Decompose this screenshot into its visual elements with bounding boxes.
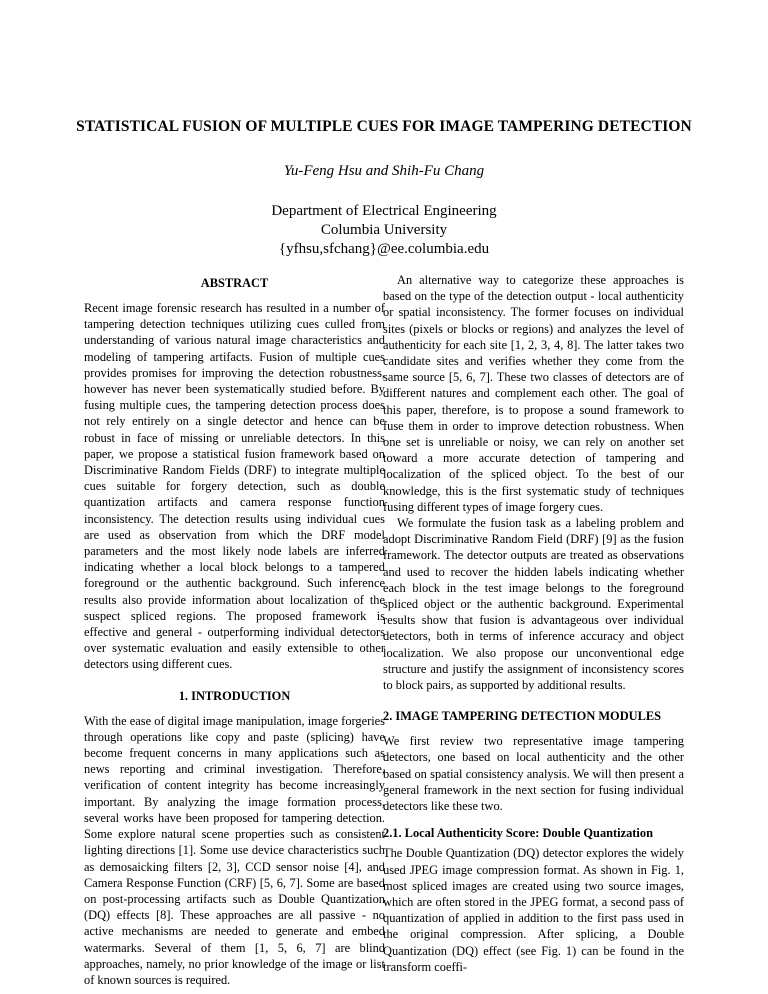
subsection-2-1-text: The Double Quantization (DQ) detector explores the widely used JPEG image compression format. As shown in Fig. 1, most spliced images are created using two source images, which are often stored in the JPEG format, a second pass of quantization of applied in addition to the first pass used in the original compression. After splicing, a Double Quantization (DQ) effect (see Fig. 1) can be found in the transform coeffi- <box>383 846 684 974</box>
right-paragraph-2: We formulate the fusion task as a labeling problem and adopt Discriminative Random Field (DRF) [9] as the fusion framework. The detector outputs are treated as observations and used to recover the hidden labels indicating whether each block in the test image belongs to the foreground spliced object or the authentic background. Experimental results show that fusion is advantageous over individual detectors, both in terms of inference accuracy and object localization. We also propose our unconventional edge structure and justify the assignment of inconsistency scores to block pairs, as supported by additional results. <box>383 516 684 693</box>
section-2-text: We first review two representative image tampering detectors, one based on local authenticity and the other based on spatial consistency analysis. We will then present a general framework in the next section for fusing individual detectors like these two. <box>383 734 684 814</box>
affiliation-university: Columbia University <box>320 222 448 238</box>
introduction-text: With the ease of digital image manipulation, image forgeries through operations like copy and paste (splicing) have become frequent concerns in many applications such as news reporting and criminal investigation. Therefore, verification of content integrity has become increasingly important. By analyzing the image formation process, several works have been proposed for tampering detection. Some explore natural scene properties such as consistent lighting directions [1]. Some use device characteristics such as demosaicking filters [2, 3], CCD sensor noise [4], and Camera Response Function (CRF) [5, 6, 7]. Some are based on post-processing artifacts such as Double Quantization (DQ) effects [8]. These approaches are all passive - no active mechanisms are needed to generate and embed watermarks. Several of them [1, 5, 6, 7] are blind approaches, namely, no prior knowledge of the image or list of known sources is required. <box>84 713 385 987</box>
affiliation-department: Department of Electrical Engineering <box>271 203 497 219</box>
right-paragraph-1: An alternative way to categorize these approaches is based on the type of the detection output - local authenticity or spatial inconsistency. The former focuses on individual sites (pixels or blocks or regions) and analyzes the level of authenticity for each site [1, 2, 3, 4, 8]. The latter takes two candidate sites and verifies whether they come from the same source [5, 6, 7]. These two classes of detectors are of different natures and complement each other. The goal of this paper, therefore, is to propose a sound framework to fuse them in order to improve detection robustness. When one set is unreliable or noisy, we can rely on another set toward a more accurate detection of tampering and localization of the spliced object. To the best of our knowledge, this is the first systematic study of techniques fusing different types of image forgery cues. <box>383 273 684 514</box>
right-column <box>383 272 684 975</box>
subsection-2-1-heading: 2.1. Local Authenticity Score: Double Quantization <box>383 826 653 841</box>
paper-authors: Yu-Feng Hsu and Shih-Fu Chang <box>283 163 485 179</box>
affiliation-email: {yfhsu,sfchang}@ee.columbia.edu <box>278 241 490 257</box>
left-column <box>84 275 385 988</box>
section-2-heading: 2. IMAGE TAMPERING DETECTION MODULES <box>383 709 662 724</box>
affiliation-block <box>0 202 768 259</box>
abstract-heading: ABSTRACT <box>200 276 269 290</box>
abstract-text: Recent image forensic research has resulted in a number of tampering detection techniques utilizing cues culled from understanding of various natural image characteristics and modeling of tampering artifacts. Fusion of multiple cues provides promises for improving the detection robustness, however has never been systematically studied before. By fusing multiple cues, the tampering detection process does not rely entirely on a single detector and hence can be robust in face of missing or unreliable detectors. In this paper, we propose a statistical fusion framework based on Discriminative Random Fields (DRF) to integrate multiple cues suitable for forgery detection, such as double quantization artifacts and camera response function inconsistency. The detection results using individual cues are used as observation from which the DRF model parameters and the most likely node labels are inferred indicating whether a local block belongs to a tampered foreground or the authentic background. Such inference results also provide information about localization of the suspect spliced regions. The proposed framework is effective and general - outperforming individual detectors over systematic evaluation and easily extensible to other detectors using different cues. <box>84 301 385 672</box>
introduction-heading: 1. INTRODUCTION <box>178 688 291 703</box>
paper-title: STATISTICAL FUSION OF MULTIPLE CUES FOR IMAGE TAMPERING DETECTION <box>76 118 692 135</box>
